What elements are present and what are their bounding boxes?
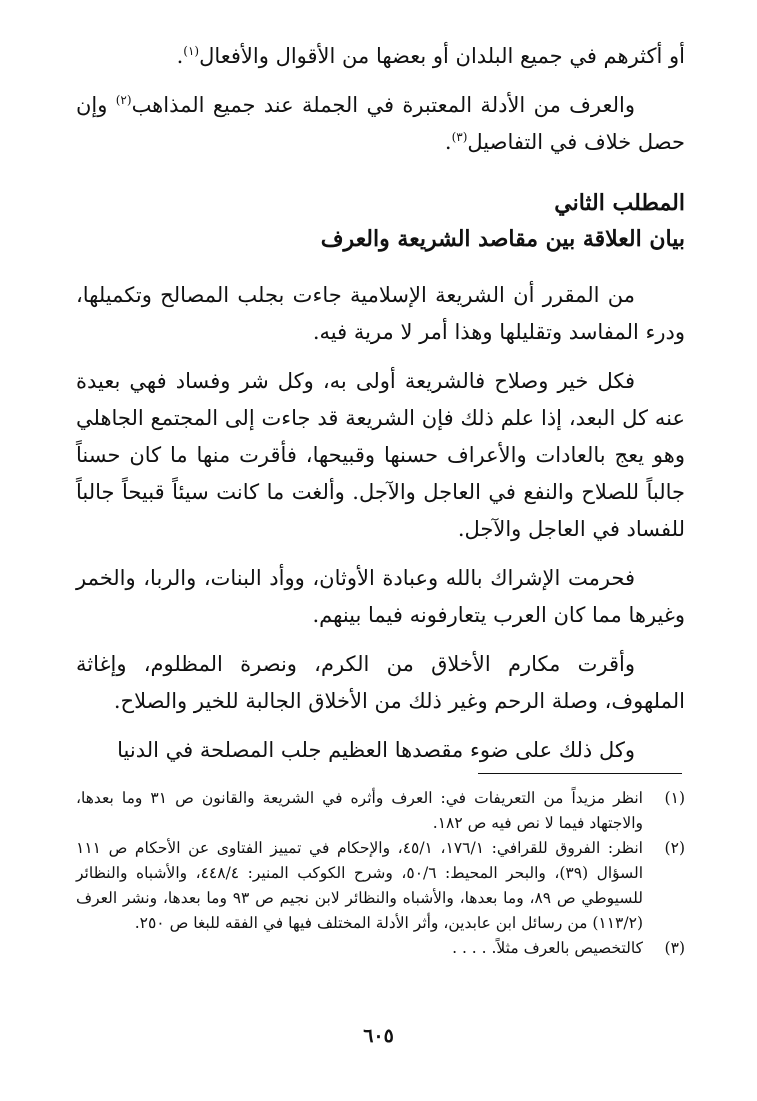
paragraph-2-end: . [444,130,452,154]
footnote-ref-1[interactable]: (١) [183,44,200,58]
paragraph-1 [76,38,685,75]
footnote-text: انظر مزيداً من التعريفات في: العرف وأثره في الشريعة والقانون ص ٣١ وما بعدها، والاجتهاد فيما لا نص فيه ص ١٨٢. [76,789,643,832]
section-heading [76,185,685,257]
paragraph-7: وكل ذلك على ضوء مقصدها العظيم جلب المصلحة في الدنيا [117,738,635,762]
footnote-2 [76,836,685,936]
paragraph-5: فحرمت الإشراك بالله وعبادة الأوثان، ووأد البنات، والربا، والخمر وغيرها مما كان العرب يتعارفونه فيما بينهم. [76,566,685,627]
section-title: المطلب الثاني [554,190,685,216]
footnote-divider [478,773,682,774]
page-number: ٦٠٥ [363,1025,394,1047]
footnote-text: كالتخصيص بالعرف مثلاً. . . . . [452,939,643,957]
main-text [76,38,685,781]
paragraph-1-end: . [176,44,184,68]
footnote-3 [76,936,685,961]
paragraph-1-text: أو أكثرهم في جميع البلدان أو بعضها من الأقوال والأفعال [199,44,685,68]
footnote-ref-3[interactable]: (٣) [451,130,468,144]
footnote-number: (١) [664,789,685,807]
footnote-ref-2[interactable]: (٢) [115,93,132,107]
footnote-1 [76,786,685,836]
paragraph-2 [76,87,685,161]
footnote-number: (٣) [664,939,685,957]
paragraph-3: من المقرر أن الشريعة الإسلامية جاءت بجلب المصالح وتكميلها، ودرء المفاسد وتقليلها وهذا أمر لا مرية فيه. [76,283,685,344]
footnote-number: (٢) [664,839,685,857]
paragraph-2-text-a: والعرف من الأدلة المعتبرة في الجملة عند جميع المذاهب [131,93,636,117]
section-subtitle: بيان العلاقة بين مقاصد الشريعة والعرف [320,226,685,252]
paragraph-6: وأقرت مكارم الأخلاق من الكرم، ونصرة المظلوم، وإغاثة الملهوف، وصلة الرحم وغير ذلك من الأخلاق الجالبة للخير والصلاح. [76,652,685,713]
paragraph-2-text-b: وإن حصل خلاف في التفاصيل [76,93,685,154]
paragraph-4: فكل خير وصلاح فالشريعة أولى به، وكل شر وفساد فهي بعيدة عنه كل البعد، إذا علم ذلك فإن الشريعة قد جاءت إلى المجتمع الجاهلي وهو يعج بالعادات والأعراف حسنها وقبيحها، فأقرت منها ما كان حسناً جالباً للصلاح والنفع في العاجل والآجل. وألغت ما كانت سيئاً قبيحاً جالباً للفساد في العاجل والآجل. [76,369,685,541]
footnotes [76,786,685,961]
footnote-text: انظر: الفروق للقرافي: ١٧٦/١، ٤٥/١، والإحكام في تمييز الفتاوى عن الأحكام ص ١١١ السؤال (٣٩)، والبحر المحيط: ٥٠/٦، وشرح الكوكب المنير: ٤٤٨/٤، والأشباه والنظائر للسيوطي ص ٨٩، وما بعدها، والأشباه والنظائر لابن نجيم ص ٩٣ وما بعدها، ونشر العرف (١١٣/٢) من رسائل ابن عابدين، وأثر الأدلة المختلف فيها في الفقه للبغا ص ٢٥٠. [76,839,644,932]
